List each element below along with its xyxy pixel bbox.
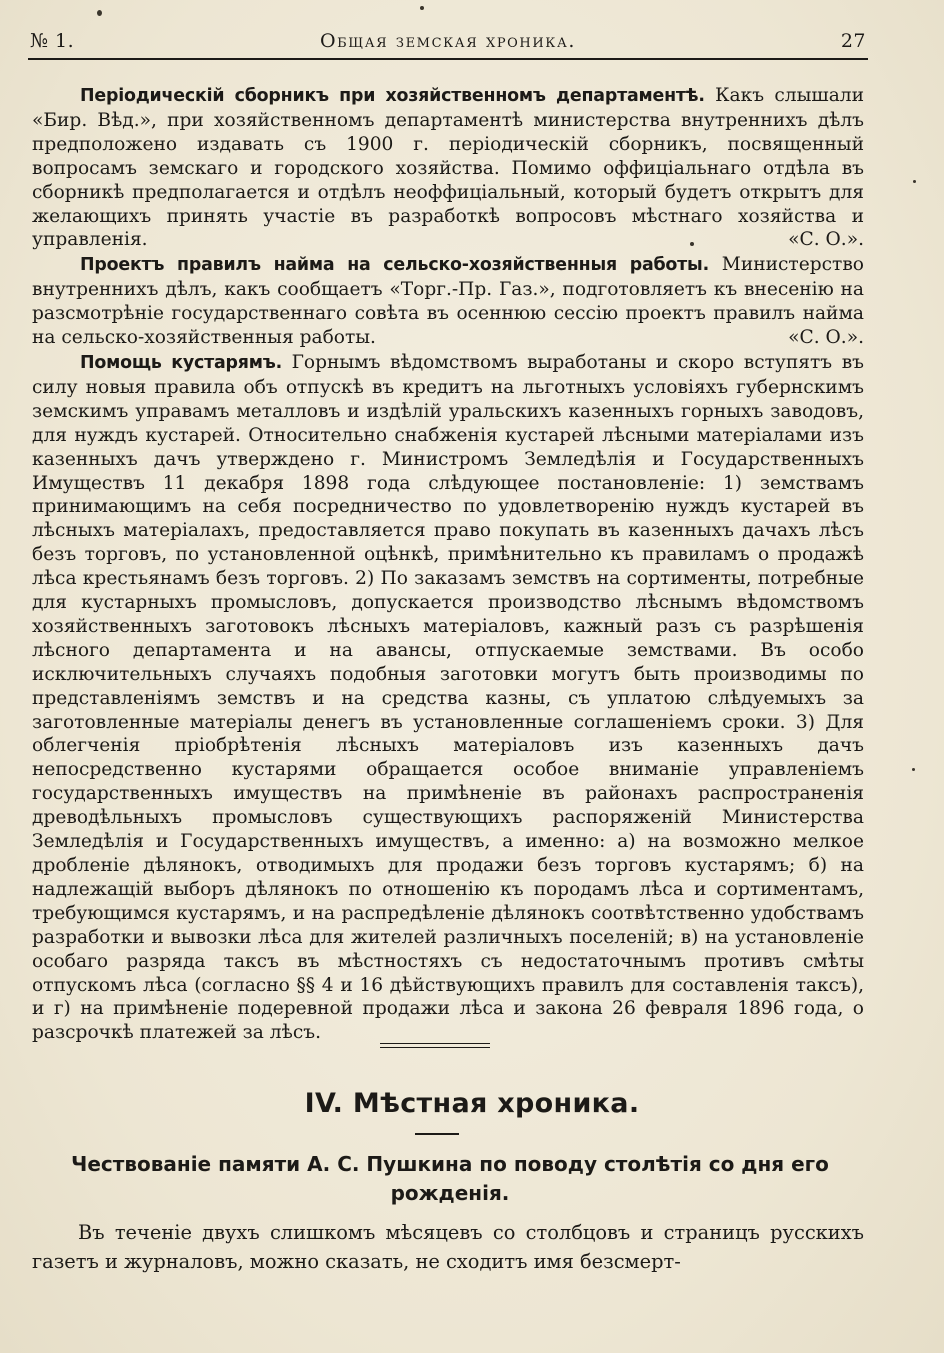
article-opening: Въ теченіе двухъ слишкомъ мѣсяцевъ со столбцовъ и страницъ русскихъ газетъ и журналовъ, можно сказать, не сходитъ имя безсмерт- <box>32 1221 864 1273</box>
news-heading: Проектъ правилъ найма на сельско-хозяйственныя работы. <box>80 255 709 276</box>
news-heading: Періодическій сборникъ при хозяйственномъ департаментѣ. <box>80 86 705 106</box>
section-title: IV. Мѣстная хроника. <box>304 1088 640 1119</box>
section-title-rule <box>415 1133 459 1135</box>
article-title: Чествованіе памяти А. С. Пушкина по поводу столѣтія со дня его рожденія. <box>71 1152 829 1205</box>
journal-title: Общая земская хроника. <box>319 30 577 52</box>
news-item-hiring-rules <box>32 253 864 350</box>
news-item-periodical <box>32 84 864 252</box>
scan-speck <box>690 242 694 246</box>
issue-number: № 1. <box>30 30 75 52</box>
scan-speck <box>912 768 915 771</box>
news-heading: Помощь кустарямъ. <box>80 352 282 373</box>
scan-speck <box>420 6 424 10</box>
section-divider <box>380 1043 490 1049</box>
scan-speck <box>97 10 102 16</box>
header-rule <box>28 58 868 60</box>
news-column <box>32 84 864 1045</box>
news-signature: «С. О.». <box>788 229 864 251</box>
running-header <box>30 28 866 58</box>
news-body: Какъ слышали «Бир. Вѣд.», при хозяйственномъ департаментѣ министерства внутреннихъ дѣлъ предположено издавать съ 1900 г. періодическій сборникъ, посвященный вопросамъ земскаго и городского хозяйства. Помимо оффиціальнаго отдѣла въ сборникѣ предполагается и отдѣлъ неоффиціальный, который будетъ открытъ для желающихъ принять участіе въ разработкѣ вопросовъ мѣстнаго хозяйства и управленія. <box>32 85 864 251</box>
news-item-craftsmen-aid <box>32 351 864 1045</box>
news-body: Горнымъ вѣдомствомъ выработаны и скоро вступятъ въ силу новыя правила объ отпускѣ въ кредитъ на льготныхъ условіяхъ губернскимъ земскимъ управамъ металловъ и издѣлій уральскихъ казенныхъ горныхъ заводовъ, для нуждъ кустарей. Относительно снабженія кустарей лѣсными матеріалами изъ казенныхъ дачъ утверждено г. Министромъ Земледѣлія и Государственныхъ Имуществъ 11 декабря 1898 года слѣдующее постановленіе: 1) земствамъ принимающимъ на себя посредничество по удовлетворенію нуждъ кустарей въ лѣсныхъ матеріалахъ, предоставляется право покупать въ казенныхъ дачахъ лѣсъ безъ торговъ, по установленной оцѣнкѣ, примѣнительно къ правиламъ о продажѣ лѣса крестьянамъ безъ торговъ. 2) По заказамъ земствъ на сортименты, потребные для кустарныхъ промысловъ, допускается производство лѣснымъ вѣдомствомъ хозяйственныхъ заготовокъ лѣсныхъ матеріаловъ, кажный разъ съ разрѣшенія лѣсного департамента и на авансы, отпускаемые земствами. Въ особо исключительныхъ случаяхъ подобныя заготовки могутъ быть производимы по представленіямъ земствъ и на средства казны, съ уплатою слѣдуемыхъ за заготовленные матеріалы денегъ въ установленные соглашеніемъ сроки. 3) Для облегченія пріобрѣтенія лѣсныхъ матеріаловъ изъ казенныхъ дачъ непосредственно кустарями обращается особое вниманіе управленіемъ государственныхъ имуществъ на примѣненіе въ районахъ распространенія древодѣльныхъ промысловъ существующихъ распоряженій Министерства Земледѣлія и Государственныхъ имуществъ, а именно: а) на возможно мелкое дробленіе дѣлянокъ, отводимыхъ для продажи безъ торговъ кустарямъ; б) на надлежащій выборъ дѣлянокъ по отношенію къ породамъ лѣса и сортиментамъ, требующимся кустарямъ, и на распредѣленіе дѣлянокъ соотвѣтственно удобствамъ разработки и вывозки лѣса для жителей различныхъ поселеній; в) на установленіе особаго разряда таксъ въ мѣстностяхъ съ недостаточнымъ противъ смѣты отпускомъ лѣса (согласно §§ 4 и 16 дѣйствующихъ правилъ для составленія таксъ), и г) на примѣненіе подеревной продажи лѣса и закона 26 февраля 1896 года, о разсрочкѣ платежей за лѣсъ. <box>32 351 864 1044</box>
scan-speck <box>913 180 916 183</box>
news-signature: «С. О.». <box>788 327 864 349</box>
page-number: 27 <box>840 30 866 52</box>
news-body: Министерство внутреннихъ дѣлъ, какъ сообщаетъ «Торг.-Пр. Газ.», подготовляетъ къ внесенію на разсмотрѣніе государственнаго совѣта въ осеннюю сессію проектъ правилъ найма на сельско-хозяйственныя работы. <box>32 254 864 349</box>
